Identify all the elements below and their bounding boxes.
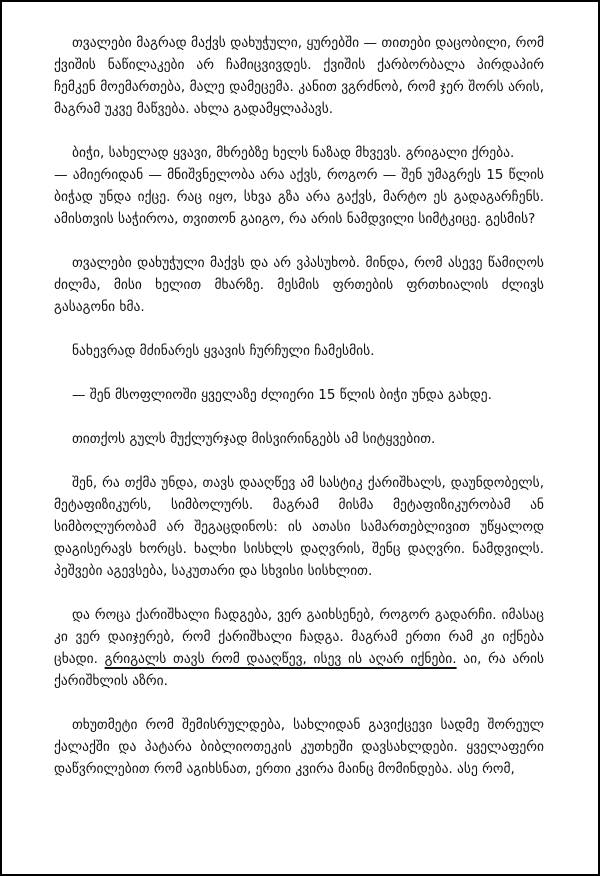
paragraph-8 bbox=[54, 604, 544, 692]
paragraph-9: თხუთმეტი რომ შემისრულდება, სახლიდან გავიქცევი სადმე შორეულ ქალაქში და პატარა ბიბლიოთეკის კუთხეში დავსახლდები. ყველაფერი დაწვრილებით რომ აგიხსნათ, ერთი კვირა მაინც მომინდება. ასე რომ, bbox=[54, 717, 544, 777]
paragraph-8-before: და როცა ქარიშხალი ჩადგება, ვერ გაიხსენებ, როგორ გადარჩი. იმასაც კი ვერ დაიჯერებ, რომ ქარიშხალი ჩადგა. მაგრამ ერთი რამ კი იქნება ცხადი. bbox=[54, 607, 544, 667]
paragraph-2-text: ბიჭი, სახელად ყვავი, მხრებზე ხელს ნაზად მხვევს. გრიგალი ქრება. — ამიერიდან — მნიშვნელობა არა აქვს, როგორ — შენ უმაგრეს 15 წლის ბიჭად უნდა იქცე. რაც იყო, სხვა გზა არა გაქვს, მარტო ეს გადაგარჩენს. ამისთვის საჭიროა, თვითონ გაიგო, რა არის ნამდვილი სიმტკიცე. გესმის? bbox=[54, 145, 544, 227]
paragraph-5: — შენ მსოფლიოში ყველაზე ძლიერი 15 წლის ბიჭი უნდა გახდე. bbox=[72, 387, 492, 403]
paragraph-6: თითქოს გულს მუქლურჯად მისვირინგებს ამ სიტყვებით. bbox=[72, 431, 436, 447]
paragraph-3: თვალები დახუჭული მაქვს და არ ვპასუხობ. მინდა, რომ ასევე წამიღოს ძილმა, მისი ხელით მხარზე. მესმის ფრთების ფრთხიალის ძლივს გასაგონი ხმა. bbox=[54, 255, 544, 315]
document-body bbox=[54, 32, 544, 780]
underlined-sentence: გრიგალს თავს რომ დააღწევ, ისევ ის აღარ იქნები. bbox=[104, 651, 457, 667]
paragraph-1: თვალები მაგრად მაქვს დახუჭული, ყურებში — თითები დაცობილი, რომ ქვიშის ნაწილაკები არ ჩამიცვივდეს. ქვიშის ქარბორბალა პირდაპირ ჩემკენ მოემართება, მალე დამეცემა. კანით ვგრძნობ, რომ ჯერ შორს არის, მაგრამ უკვე მაწვება. ახლა გადამყლაპავს. bbox=[54, 35, 544, 117]
paragraph-2 bbox=[54, 142, 544, 230]
paragraph-7: შენ, რა თქმა უნდა, თავს დააღწევ ამ სასტიკ ქარიშხალს, დაუნდობელს, მეტაფიზიკურს, სიმბოლურს. მაგრამ მისმა მეტაფიზიკურობამ ან სიმბოლურობამ არ შეგაცდინოს: ის ათასი სამართებლივით უწყალოდ დაგისერავს ხორცს. ხალხი სისხლს დაღვრის, შენც დაღვრი. ნამდვილს. პეშვები აგევსება, საკუთარი და სხვისი სისხლით. bbox=[54, 475, 544, 579]
paragraph-4: ნახევრად მძინარეს ყვავის ჩურჩული ჩამესმის. bbox=[72, 343, 375, 359]
paragraph-8-after: აი, რა არის ქარიშხლის აზრი. bbox=[54, 651, 544, 689]
